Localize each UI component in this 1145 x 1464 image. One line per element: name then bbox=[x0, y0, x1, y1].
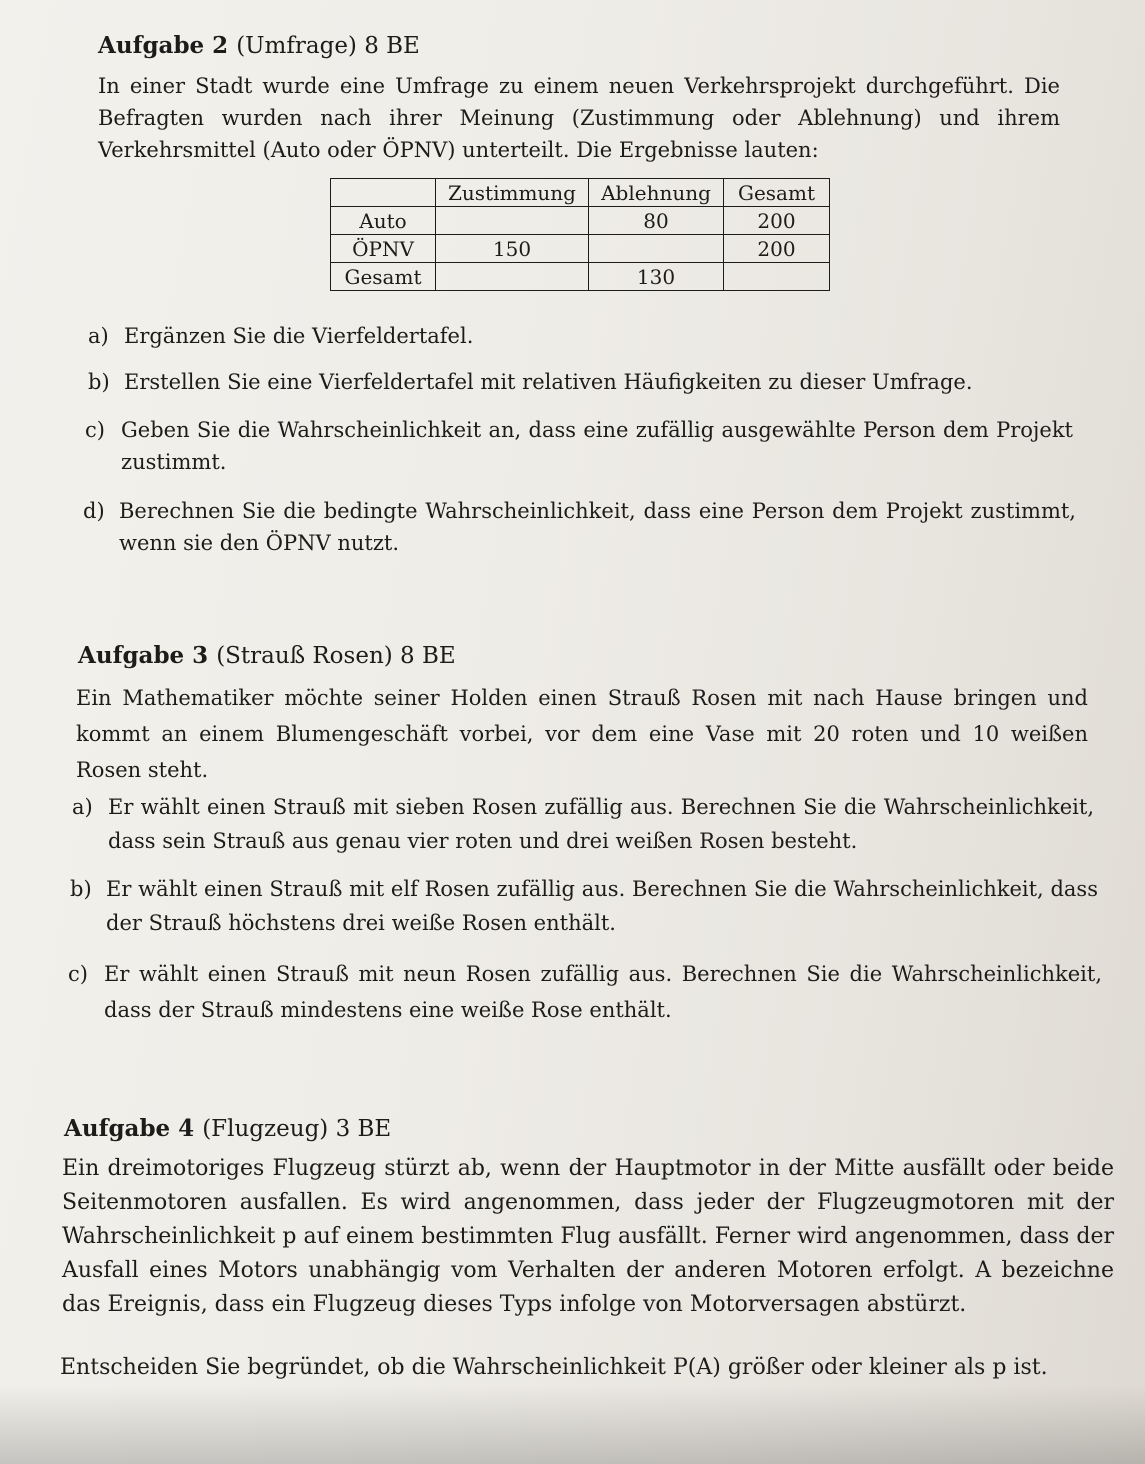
task-4-title-rest: (Flugzeug) 3 BE bbox=[202, 1116, 392, 1142]
item-label: a) bbox=[88, 324, 109, 348]
item-text: Geben Sie die Wahrscheinlichkeit an, dass eine zufällig ausgewählte Person dem Projekt zustimmt. bbox=[121, 418, 1073, 474]
table-cell: 130 bbox=[589, 263, 724, 291]
item-text: Berechnen Sie die bedingte Wahrscheinlichkeit, dass eine Person dem Projekt zustimmt, wenn sie den ÖPNV nutzt. bbox=[119, 499, 1076, 555]
task-2-title: Aufgabe 2 bbox=[98, 32, 229, 59]
task-3-item-b bbox=[70, 872, 1098, 940]
table-cell: 150 bbox=[436, 235, 589, 263]
contingency-table bbox=[330, 178, 830, 291]
table-cell bbox=[436, 207, 589, 235]
task-3-intro: Ein Mathematiker möchte seiner Holden einen Strauß Rosen mit nach Hause bringen und kommt an einem Blumengeschäft vorbei, vor dem eine Vase mit 20 roten und 10 weißen Rosen steht. bbox=[76, 686, 1088, 782]
task-2-item-c bbox=[85, 414, 1073, 478]
item-text: Er wählt einen Strauß mit sieben Rosen zufällig aus. Berechnen Sie die Wahrscheinlichkeit, dass sein Strauß aus genau vier roten und drei weißen Rosen besteht. bbox=[108, 795, 1094, 853]
table-cell: 80 bbox=[589, 207, 724, 235]
task-2-item-a bbox=[88, 320, 1073, 352]
table-header-cell: Ablehnung bbox=[589, 179, 724, 207]
item-label: c) bbox=[68, 962, 88, 986]
page-shadow bbox=[0, 1385, 1145, 1464]
task-2-heading bbox=[98, 32, 1063, 59]
table-row-label: Auto bbox=[331, 207, 436, 235]
task-4-question: Entscheiden Sie begründet, ob die Wahrscheinlichkeit P(A) größer oder kleiner als p ist. bbox=[60, 1355, 1048, 1380]
table-cell bbox=[589, 235, 724, 263]
table-cell bbox=[331, 179, 436, 207]
task-4-title: Aufgabe 4 bbox=[64, 1115, 195, 1142]
item-text: Er wählt einen Strauß mit neun Rosen zufällig aus. Berechnen Sie die Wahrscheinlichkeit, dass der Strauß mindestens eine weiße Rose enthält. bbox=[104, 962, 1102, 1022]
item-text: Er wählt einen Strauß mit elf Rosen zufällig aus. Berechnen Sie die Wahrscheinlichkeit, dass der Strauß höchstens drei weiße Rosen enthält. bbox=[106, 877, 1098, 935]
table-header-cell: Gesamt bbox=[724, 179, 830, 207]
task-4-intro: Ein dreimotoriges Flugzeug stürzt ab, wenn der Hauptmotor in der Mitte ausfällt oder beide Seitenmotoren ausfallen. Es wird angenommen, dass jeder der Flugzeugmotoren mit der Wahrscheinlichkeit p auf einem bestimmten Flug ausfällt. Ferner wird angenommen, dass der Ausfall eines Motors unabhängig vom Verhalten der anderen Motoren erfolgt. A bezeichne das Ereignis, dass ein Flugzeug dieses Typs infolge von Motorversagen abstürzt. bbox=[62, 1156, 1114, 1317]
table-cell: 200 bbox=[724, 207, 830, 235]
task-2-item-b bbox=[88, 366, 1073, 398]
item-label: b) bbox=[88, 370, 110, 394]
task-4-intro-block bbox=[62, 1152, 1114, 1322]
task-2-item-d bbox=[83, 495, 1076, 559]
task-2-intro-block bbox=[98, 70, 1060, 166]
table-row bbox=[331, 235, 830, 263]
task-3-title: Aufgabe 3 bbox=[78, 642, 209, 669]
table-header-cell: Zustimmung bbox=[436, 179, 589, 207]
table-row-label: ÖPNV bbox=[331, 235, 436, 263]
table-row-label: Gesamt bbox=[331, 263, 436, 291]
table-header-row bbox=[331, 179, 830, 207]
task-4-question-block bbox=[60, 1352, 1120, 1384]
task-3-intro-block bbox=[76, 680, 1088, 788]
task-3-item-a bbox=[72, 790, 1094, 858]
item-label: d) bbox=[83, 499, 105, 523]
item-label: a) bbox=[72, 795, 93, 819]
item-text: Erstellen Sie eine Vierfeldertafel mit relativen Häufigkeiten zu dieser Umfrage. bbox=[124, 370, 973, 394]
task-4-heading bbox=[64, 1115, 1064, 1142]
item-label: b) bbox=[70, 877, 92, 901]
task-3-heading bbox=[78, 642, 1068, 669]
table-cell: 200 bbox=[724, 235, 830, 263]
table-row bbox=[331, 207, 830, 235]
task-2-intro: In einer Stadt wurde eine Umfrage zu einem neuen Verkehrsprojekt durchgeführt. Die Befragten wurden nach ihrer Meinung (Zustimmung oder Ablehnung) und ihrem Verkehrsmittel (Auto oder ÖPNV) unterteilt. Die Ergebnisse lauten: bbox=[98, 74, 1060, 162]
table-cell bbox=[724, 263, 830, 291]
table-cell bbox=[436, 263, 589, 291]
task-3-title-rest: (Strauß Rosen) 8 BE bbox=[216, 643, 456, 669]
item-label: c) bbox=[85, 418, 105, 442]
item-text: Ergänzen Sie die Vierfeldertafel. bbox=[124, 324, 474, 348]
table-row bbox=[331, 263, 830, 291]
task-2-title-rest: (Umfrage) 8 BE bbox=[236, 33, 420, 59]
task-3-item-c bbox=[68, 956, 1102, 1028]
